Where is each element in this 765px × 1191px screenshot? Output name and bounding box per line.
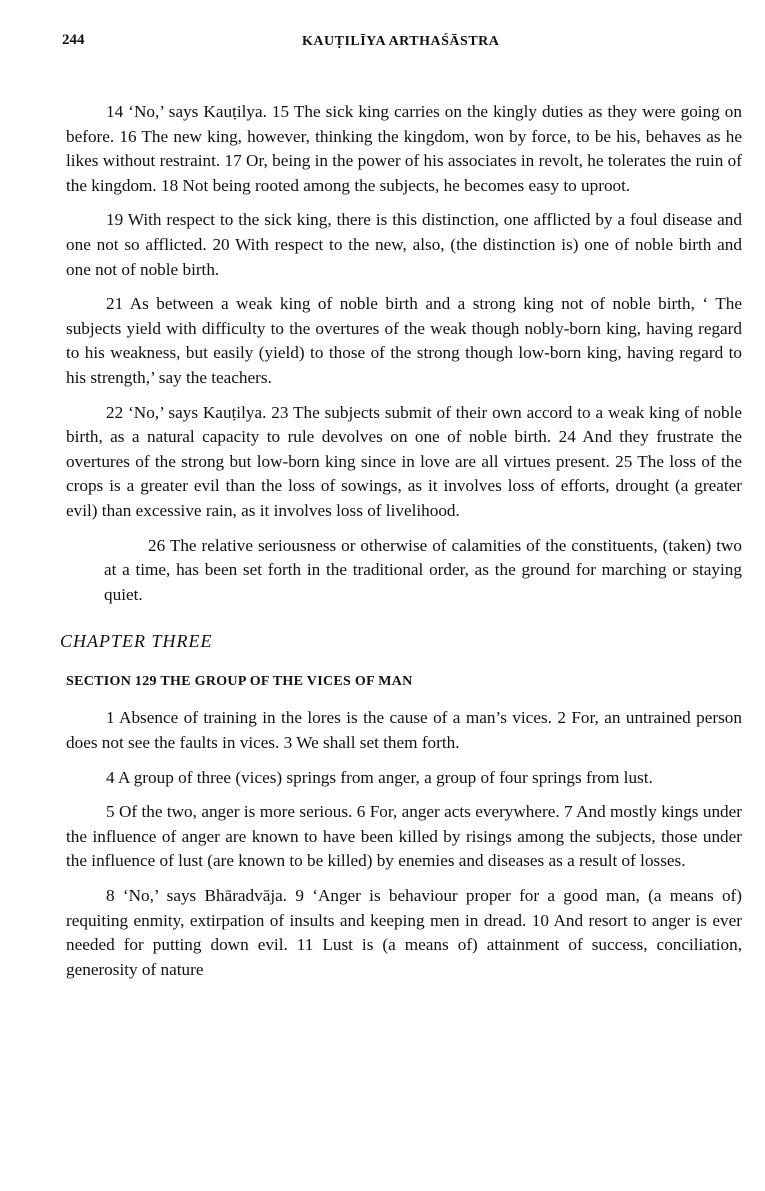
running-head: KAUṬILĪYA ARTHAŚĀSTRA xyxy=(302,34,500,49)
paragraph-8-11: 8 ‘No,’ says Bhāradvāja. 9 ‘Anger is behaviour proper for a good man, (a means of) requiting enmity, extirpation of insults and keeping men in dread. 10 And resort to anger is ever needed for putting down evil. 11 Lust is (a means of) attainment of success, conciliation, generosity of nature xyxy=(66,886,742,979)
paragraph-4: 4 A group of three (vices) springs from anger, a group of four springs from lust. xyxy=(106,767,653,787)
paragraph-22-25: 22 ‘No,’ says Kauṭilya. 23 The subjects submit of their own accord to a weak king of noble birth, as a natural capacity to rule devolves on one of noble birth. 24 And they frustrate the overtures of the strong but low-born king since in love are all virtues present. 25 The loss of the crops is a greater evil than the loss of sowings, as it involves loss of efforts, drought (a greater evil) than excessive rain, as it involves loss of livelihood. xyxy=(66,402,742,520)
section-title: SECTION 129 THE GROUP OF THE VICES OF MAN xyxy=(66,673,413,689)
paragraph-5-7: 5 Of the two, anger is more serious. 6 For, anger acts everywhere. 7 And mostly kings under the influence of anger are known to have been killed by risings among the subjects, those under the influence of lust (are known to be killed) by enemies and diseases as a result of losses. xyxy=(66,802,742,871)
chapter-title: CHAPTER THREE xyxy=(60,631,213,652)
paragraph-26: 26 The relative seriousness or otherwise of calamities of the constituents, (taken) two at a time, has been set forth in the traditional order, as the ground for marching or staying quiet. xyxy=(104,535,742,604)
paragraph-14-18: 14 ‘No,’ says Kauṭilya. 15 The sick king carries on the kingly duties as they were going on before. 16 The new king, however, thinking the kingdom, won by force, to be his, behaves as he likes without restraint. 17 Or, being in the power of his associates in revolt, he tolerates the ruin of the kingdom. 18 Not being rooted among the subjects, he becomes easy to uproot. xyxy=(66,102,742,195)
paragraph-1-3: 1 Absence of training in the lores is the cause of a man’s vices. 2 For, an untrained person does not see the faults in vices. 3 We shall set them forth. xyxy=(66,708,742,753)
paragraph-21: 21 As between a weak king of noble birth and a strong king not of noble birth, ‘ The subjects yield with difficulty to the overtures of the weak though nobly-born king, having regard to his weakness, but easily (yield) to those of the strong though low-born king, having regard to his strength,’ say the teachers. xyxy=(66,294,742,387)
page-number: 244 xyxy=(62,32,85,48)
page-body xyxy=(60,100,742,992)
paragraph-19-20: 19 With respect to the sick king, there is this distinction, one afflicted by a foul disease and one not so afflicted. 20 With respect to the new, also, (the distinction is) one of noble birth and one not of noble birth. xyxy=(66,210,742,279)
